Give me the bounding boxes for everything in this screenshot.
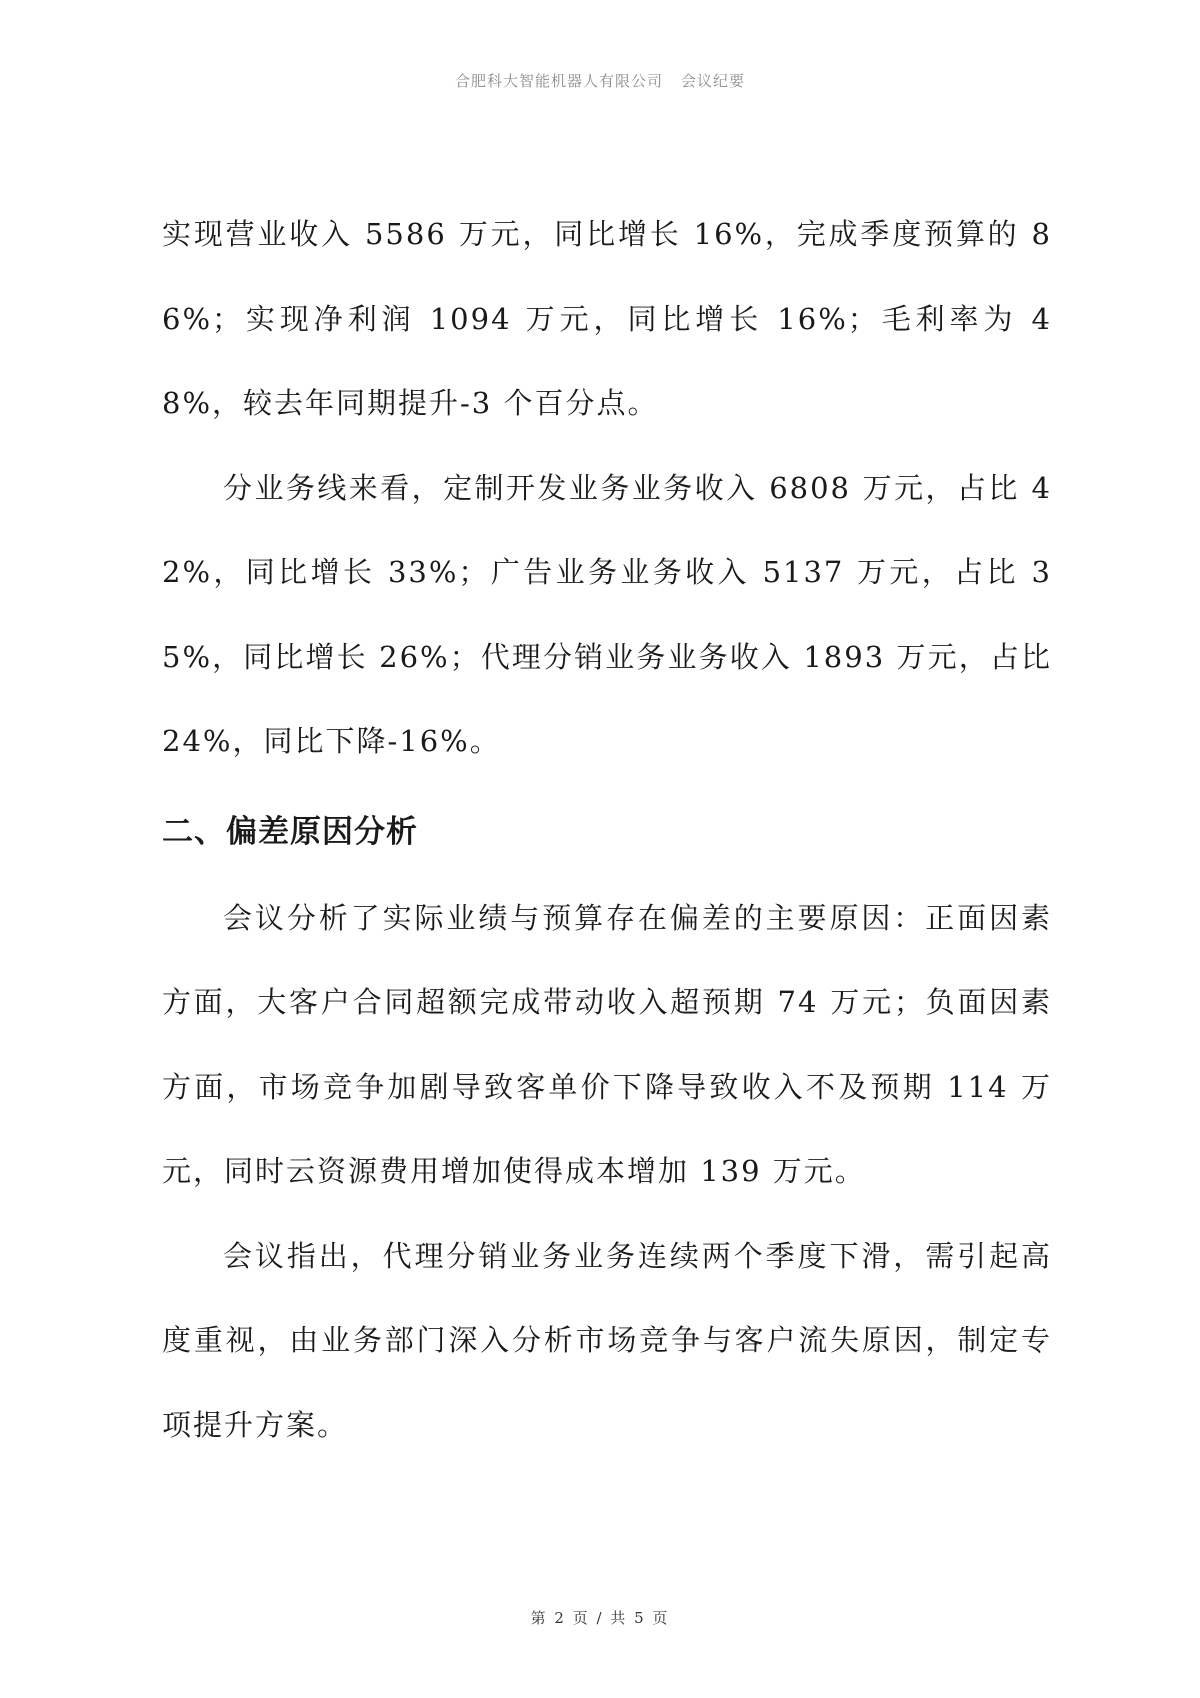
section-heading-deviation-analysis: 二、偏差原因分析 xyxy=(162,813,418,850)
page-header xyxy=(0,70,1200,91)
header-company-name: 合肥科大智能机器人有限公司 xyxy=(454,72,663,90)
page-footer-page-number: 第 2 页 / 共 5 页 xyxy=(530,1609,670,1627)
document-body xyxy=(162,196,1052,1467)
header-doc-type: 会议纪要 xyxy=(681,72,746,90)
body-paragraph-deviation-causes: 会议分析了实际业绩与预算存在偏差的主要原因：正面因素方面，大客户合同超额完成带动收入超预期 74 万元；负面因素方面，市场竞争加剧导致客单价下降导致收入不及预期 114 万元，同时云资源费用增加使得成本增加 139 万元。 xyxy=(162,900,1052,1188)
body-paragraph-business-lines: 分业务线来看，定制开发业务业务收入 6808 万元，占比 42%，同比增长 33%；广告业务业务收入 5137 万元，占比 35%，同比增长 26%；代理分销业务业务收入 1893 万元，占比 24%，同比下降-16%。 xyxy=(162,470,1052,758)
body-paragraph-action-items: 会议指出，代理分销业务业务连续两个季度下滑，需引起高度重视，由业务部门深入分析市场竞争与客户流失原因，制定专项提升方案。 xyxy=(162,1238,1052,1442)
body-paragraph-results: 实现营业收入 5586 万元，同比增长 16%，完成季度预算的 86%；实现净利润 1094 万元，同比增长 16%；毛利率为 48%，较去年同期提升-3 个百分点。 xyxy=(162,217,1052,420)
